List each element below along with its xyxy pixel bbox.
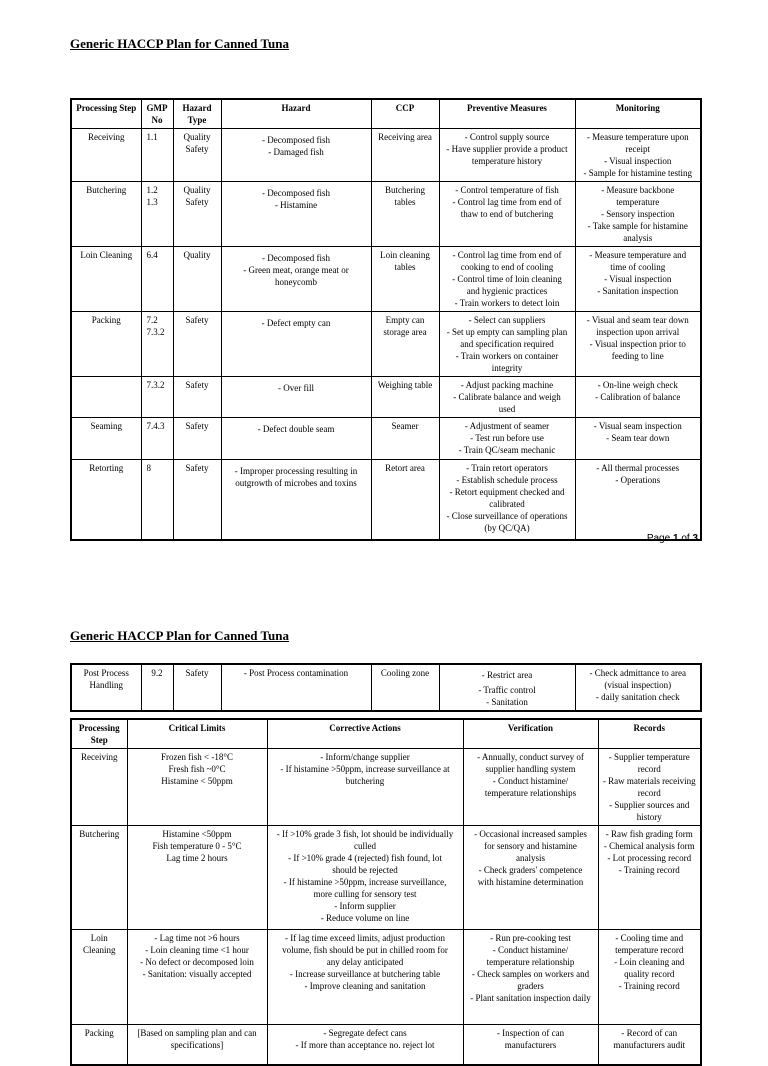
gmp-number: 1.2 1.3 — [141, 182, 173, 247]
table-row — [71, 749, 701, 826]
table-header-row — [71, 719, 701, 749]
corrective-actions: - Segregate defect cans - If more than acceptance no. reject lot — [267, 1025, 463, 1065]
gmp-number: 8 — [141, 460, 173, 540]
monitoring: - On-line weigh check - Calibration of balance — [575, 377, 701, 418]
preventive-measures: - Control temperature of fish - Control lag time from end of thaw to end of butchering — [439, 182, 575, 247]
table-row — [71, 930, 701, 1025]
ccp: Cooling zone — [371, 664, 439, 711]
preventive-measures: - Control supply source - Have supplier provide a product temperature history — [439, 129, 575, 182]
hazard: - Decomposed fish - Green meat, orange meat or honeycomb — [221, 247, 371, 312]
corrective-actions: - If lag time exceed limits, adjust production volume, fish should be put in chilled room for any delay anticipated - Increase surveillance at butchering table - Improve cleaning and sanitation — [267, 930, 463, 1025]
hazard-type: Safety — [173, 664, 221, 711]
processing-step: Packing — [71, 312, 141, 377]
haccp-table-1 — [70, 98, 702, 541]
hazard: - Decomposed fish - Histamine — [221, 182, 371, 247]
hazard-type: Safety — [173, 460, 221, 540]
table-row — [71, 312, 701, 377]
critical-limits: - Lag time not >6 hours - Loin cleaning time <1 hour - No defect or decomposed loin - Sanitation: visually accepted — [127, 930, 267, 1025]
monitoring: - Visual seam inspection - Seam tear down — [575, 418, 701, 460]
processing-step: Retorting — [71, 460, 141, 540]
page-title: Generic HACCP Plan for Canned Tuna — [70, 36, 289, 51]
table-row — [71, 460, 701, 540]
processing-step: Butchering — [71, 182, 141, 247]
ccp: Butchering tables — [371, 182, 439, 247]
ccp: Weighing table — [371, 377, 439, 418]
column-header: Monitoring — [575, 99, 701, 129]
monitoring: - Measure backbone temperature - Sensory inspection - Take sample for histamine analysis — [575, 182, 701, 247]
haccp-table-2 — [70, 718, 702, 1066]
table-row — [71, 377, 701, 418]
critical-limits: Histamine <50ppm Fish temperature 0 - 5°C Lag time 2 hours — [127, 826, 267, 930]
hazard-type: Safety — [173, 312, 221, 377]
gmp-number: 7.3.2 — [141, 377, 173, 418]
gmp-number: 1.1 — [141, 129, 173, 182]
hazard-type: Safety — [173, 418, 221, 460]
ccp: Receiving area — [371, 129, 439, 182]
post-process-table — [70, 663, 702, 712]
monitoring: - Measure temperature and time of cooling - Visual inspection - Sanitation inspection — [575, 247, 701, 312]
monitoring: - All thermal processes - Operations — [575, 460, 701, 540]
verification: - Run pre-cooking test - Conduct histamine/ temperature relationship - Check samples on workers and graders - Plant sanitation inspection daily — [463, 930, 598, 1025]
records: - Raw fish grading form - Chemical analysis form - Lot processing record - Training record — [598, 826, 701, 930]
hazard: - Improper processing resulting in outgrowth of microbes and toxins — [221, 460, 371, 540]
verification: - Occasional increased samples for sensory and histamine analysis - Check graders' competence with histamine determination — [463, 826, 598, 930]
preventive-measures: - Train retort operators - Establish schedule process - Retort equipment checked and calibrated - Close surveillance of operations (by QC/QA) — [439, 460, 575, 540]
column-header: Hazard Type — [173, 99, 221, 129]
processing-step: Receiving — [71, 749, 127, 826]
gmp-number: 9.2 — [141, 664, 173, 711]
table-row — [71, 418, 701, 460]
gmp-number: 7.2 7.3.2 — [141, 312, 173, 377]
hazard-type: Quality — [173, 247, 221, 312]
column-header: Records — [598, 719, 701, 749]
processing-step: Receiving — [71, 129, 141, 182]
gmp-number: 7.4.3 — [141, 418, 173, 460]
hazard-type: Quality Safety — [173, 182, 221, 247]
column-header: Processing Step — [71, 99, 141, 129]
hazard: - Over fill — [221, 377, 371, 418]
table-row — [71, 182, 701, 247]
preventive-measures: - Adjustment of seamer - Test run before use - Train QC/seam mechanic — [439, 418, 575, 460]
preventive-measures: - Restrict area - Traffic control - Sanitation — [439, 664, 575, 711]
table-header-row — [71, 99, 701, 129]
table-row — [71, 1025, 701, 1065]
monitoring: - Measure temperature upon receipt - Visual inspection - Sample for histamine testing — [575, 129, 701, 182]
processing-step: Loin Cleaning — [71, 247, 141, 312]
processing-step — [71, 377, 141, 418]
processing-step: Post Process Handling — [71, 664, 141, 711]
records: - Record of can manufacturers audit — [598, 1025, 701, 1065]
preventive-measures: - Select can suppliers - Set up empty can sampling plan and specification required - Train workers on container integrity — [439, 312, 575, 377]
corrective-actions: - Inform/change supplier - If histamine >50ppm, increase surveillance at butchering — [267, 749, 463, 826]
table-row — [71, 826, 701, 930]
gmp-number: 6.4 — [141, 247, 173, 312]
hazard: - Decomposed fish - Damaged fish — [221, 129, 371, 182]
monitoring: - Check admittance to area (visual inspection) - daily sanitation check — [575, 664, 701, 711]
column-header: Preventive Measures — [439, 99, 575, 129]
records: - Supplier temperature record - Raw materials receiving record - Supplier sources and history — [598, 749, 701, 826]
verification: - Annually, conduct survey of supplier handling system - Conduct histamine/ temperature relationships — [463, 749, 598, 826]
column-header: Hazard — [221, 99, 371, 129]
processing-step: Butchering — [71, 826, 127, 930]
page-title: Generic HACCP Plan for Canned Tuna — [70, 628, 289, 643]
column-header: CCP — [371, 99, 439, 129]
hazard: - Defect double seam — [221, 418, 371, 460]
ccp: Retort area — [371, 460, 439, 540]
table-row — [71, 247, 701, 312]
column-header: Corrective Actions — [267, 719, 463, 749]
hazard: - Defect empty can — [221, 312, 371, 377]
verification: - Inspection of can manufacturers — [463, 1025, 598, 1065]
table-row — [71, 129, 701, 182]
column-header: Processing Step — [71, 719, 127, 749]
critical-limits: Frozen fish < -18°C Fresh fish ~0°C Histamine < 50ppm — [127, 749, 267, 826]
ccp: Empty can storage area — [371, 312, 439, 377]
column-header: Critical Limits — [127, 719, 267, 749]
critical-limits: [Based on sampling plan and can specifications] — [127, 1025, 267, 1065]
table-row — [71, 664, 701, 711]
processing-step: Loin Cleaning — [71, 930, 127, 1025]
processing-step: Packing — [71, 1025, 127, 1065]
page-number: Page 1 of 3 — [646, 533, 698, 544]
hazard-type: Quality Safety — [173, 129, 221, 182]
processing-step: Seaming — [71, 418, 141, 460]
records: - Cooling time and temperature record - Loin cleaning and quality record - Training record — [598, 930, 701, 1025]
preventive-measures: - Adjust packing machine - Calibrate balance and weigh used — [439, 377, 575, 418]
ccp: Seamer — [371, 418, 439, 460]
corrective-actions: - If >10% grade 3 fish, lot should be individually culled - If >10% grade 4 (rejected) fish found, lot should be rejected - If histamine >50ppm, increase surveillance, more culling for sensory test - Inform supplier - Reduce volume on line — [267, 826, 463, 930]
hazard: - Post Process contamination — [221, 664, 371, 711]
ccp: Loin cleaning tables — [371, 247, 439, 312]
hazard-type: Safety — [173, 377, 221, 418]
monitoring: - Visual and seam tear down inspection upon arrival - Visual inspection prior to feeding to line — [575, 312, 701, 377]
column-header: GMP No — [141, 99, 173, 129]
preventive-measures: - Control lag time from end of cooking to end of cooling - Control time of loin cleaning and hygienic practices - Train workers to detect loin — [439, 247, 575, 312]
column-header: Verification — [463, 719, 598, 749]
